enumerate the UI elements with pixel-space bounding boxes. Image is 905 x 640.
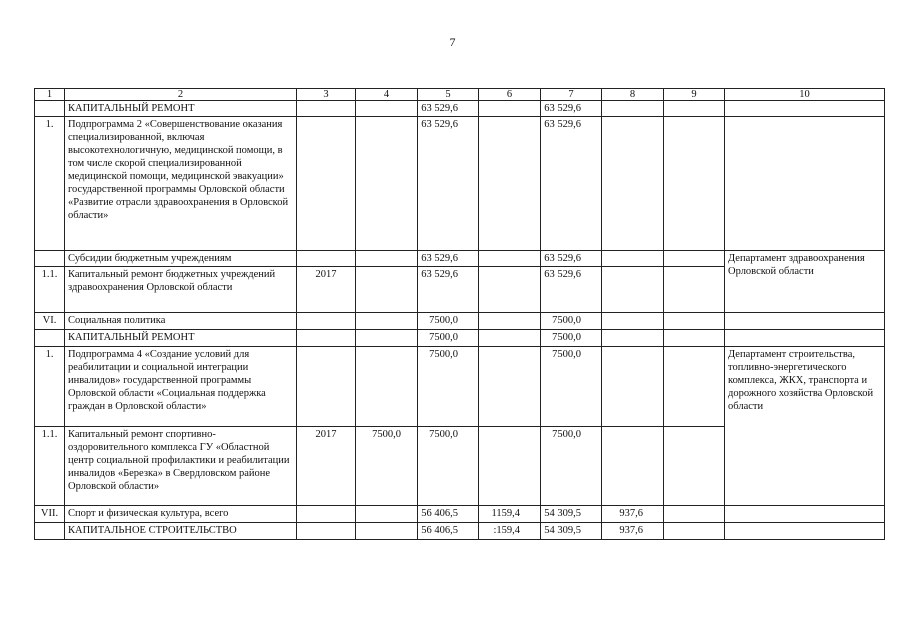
cell-col5: 63 529,6 <box>418 117 479 251</box>
header-cell: 1 <box>35 89 65 101</box>
cell-col4: 7500,0 <box>356 427 418 506</box>
row-name: Капитальный ремонт спортивно-оздоровительного комплекса ГУ «Областной центр социальной профилактики и реабилитации инвалидов «Березка» в Свердловском районе Орловской области» <box>65 427 297 506</box>
row-number <box>35 101 65 117</box>
table-row <box>35 506 885 523</box>
cell <box>297 101 356 117</box>
cell <box>602 330 664 347</box>
header-cell: 6 <box>479 89 541 101</box>
cell <box>664 523 725 540</box>
cell-col7: 63 529,6 <box>541 101 602 117</box>
cell <box>664 506 725 523</box>
cell <box>297 347 356 427</box>
cell-col5: 63 529,6 <box>418 251 479 267</box>
row-name: КАПИТАЛЬНОЕ СТРОИТЕЛЬСТВО <box>65 523 297 540</box>
row-name: КАПИТАЛЬНЫЙ РЕМОНТ <box>65 330 297 347</box>
cell-col7: 7500,0 <box>541 347 602 427</box>
cell <box>297 117 356 251</box>
row-number: 1. <box>35 347 65 427</box>
cell <box>297 313 356 330</box>
cell-col7: 54 309,5 <box>541 523 602 540</box>
row-number: 1.1. <box>35 427 65 506</box>
cell-col7: 63 529,6 <box>541 267 602 313</box>
cell <box>356 251 418 267</box>
header-cell: 5 <box>418 89 479 101</box>
cell <box>479 347 541 427</box>
cell <box>356 313 418 330</box>
cell <box>664 313 725 330</box>
header-cell: 9 <box>664 89 725 101</box>
cell <box>479 330 541 347</box>
table-row <box>35 313 885 330</box>
row-number <box>35 251 65 267</box>
header-cell: 4 <box>356 89 418 101</box>
cell <box>479 427 541 506</box>
row-name: Спорт и физическая культура, всего <box>65 506 297 523</box>
cell-col7: 7500,0 <box>541 313 602 330</box>
cell-col7: 63 529,6 <box>541 117 602 251</box>
cell <box>664 101 725 117</box>
table-row <box>35 347 885 427</box>
header-cell: 7 <box>541 89 602 101</box>
cell <box>356 506 418 523</box>
cell-col5: 7500,0 <box>418 347 479 427</box>
cell-col5: 7500,0 <box>418 313 479 330</box>
row-name: Социальная политика <box>65 313 297 330</box>
table-row <box>35 523 885 540</box>
cell <box>725 523 885 540</box>
cell-col6: 1159,4 <box>479 506 541 523</box>
cell <box>356 267 418 313</box>
cell-col6: :159,4 <box>479 523 541 540</box>
cell <box>479 117 541 251</box>
row-name: Подпрограмма 4 «Создание условий для реабилитации и социальной интеграции инвалидов» государственной программы Орловской области «Социальная поддержка граждан в Орловской области» <box>65 347 297 427</box>
cell <box>479 101 541 117</box>
cell <box>297 330 356 347</box>
cell <box>664 427 725 506</box>
row-number <box>35 330 65 347</box>
cell <box>602 347 664 427</box>
cell-year: 2017 <box>297 267 356 313</box>
cell-col5: 56 406,5 <box>418 523 479 540</box>
cell <box>602 101 664 117</box>
header-cell: 8 <box>602 89 664 101</box>
cell <box>356 347 418 427</box>
cell-col7: 7500,0 <box>541 330 602 347</box>
cell <box>356 101 418 117</box>
cell-year: 2017 <box>297 427 356 506</box>
table-header-row <box>35 89 885 101</box>
table-row <box>35 117 885 251</box>
cell-col5: 7500,0 <box>418 427 479 506</box>
cell <box>602 427 664 506</box>
cell <box>725 313 885 330</box>
cell <box>602 251 664 267</box>
cell <box>602 117 664 251</box>
cell-col5: 7500,0 <box>418 330 479 347</box>
cell <box>725 506 885 523</box>
cell-col5: 63 529,6 <box>418 101 479 117</box>
cell <box>725 117 885 251</box>
cell <box>356 117 418 251</box>
row-number <box>35 523 65 540</box>
page-number: 7 <box>449 35 456 49</box>
header-cell: 2 <box>65 89 297 101</box>
responsible-department: Департамент здравоохранения Орловской области <box>725 251 885 313</box>
cell <box>664 267 725 313</box>
row-name: КАПИТАЛЬНЫЙ РЕМОНТ <box>65 101 297 117</box>
table-row <box>35 330 885 347</box>
cell-col7: 63 529,6 <box>541 251 602 267</box>
row-name: Капитальный ремонт бюджетных учреждений здравоохранения Орловской области <box>65 267 297 313</box>
cell <box>664 251 725 267</box>
cell <box>664 330 725 347</box>
row-number: VI. <box>35 313 65 330</box>
cell-col8: 937,6 <box>602 523 664 540</box>
cell <box>725 330 885 347</box>
row-number: VII. <box>35 506 65 523</box>
cell <box>297 251 356 267</box>
table-row <box>35 101 885 117</box>
row-name: Подпрограмма 2 «Совершенствование оказания специализированной, включая высокотехнологичную, медицинской помощи, в том числе скорой специализированной медицинской помощи, медицинской эвакуации» государственной программы Орловской области «Развитие отрасли здравоохранения в Орловской области» <box>65 117 297 251</box>
budget-table <box>34 88 885 540</box>
cell <box>356 330 418 347</box>
cell-col7: 7500,0 <box>541 427 602 506</box>
table-row <box>35 251 885 267</box>
cell-col5: 56 406,5 <box>418 506 479 523</box>
responsible-department: Департамент строительства, топливно-энергетического комплекса, ЖКХ, транспорта и дорожного хозяйства Орловской области <box>725 347 885 506</box>
cell-col5: 63 529,6 <box>418 267 479 313</box>
cell <box>356 523 418 540</box>
cell <box>479 251 541 267</box>
cell <box>664 117 725 251</box>
cell <box>297 523 356 540</box>
cell <box>297 506 356 523</box>
cell <box>602 267 664 313</box>
cell <box>479 267 541 313</box>
cell <box>725 101 885 117</box>
header-cell: 3 <box>297 89 356 101</box>
header-cell: 10 <box>725 89 885 101</box>
row-name: Субсидии бюджетным учреждениям <box>65 251 297 267</box>
cell <box>664 347 725 427</box>
cell <box>479 313 541 330</box>
row-number: 1. <box>35 117 65 251</box>
cell-col7: 54 309,5 <box>541 506 602 523</box>
cell-col8: 937,6 <box>602 506 664 523</box>
row-number: 1.1. <box>35 267 65 313</box>
cell <box>602 313 664 330</box>
